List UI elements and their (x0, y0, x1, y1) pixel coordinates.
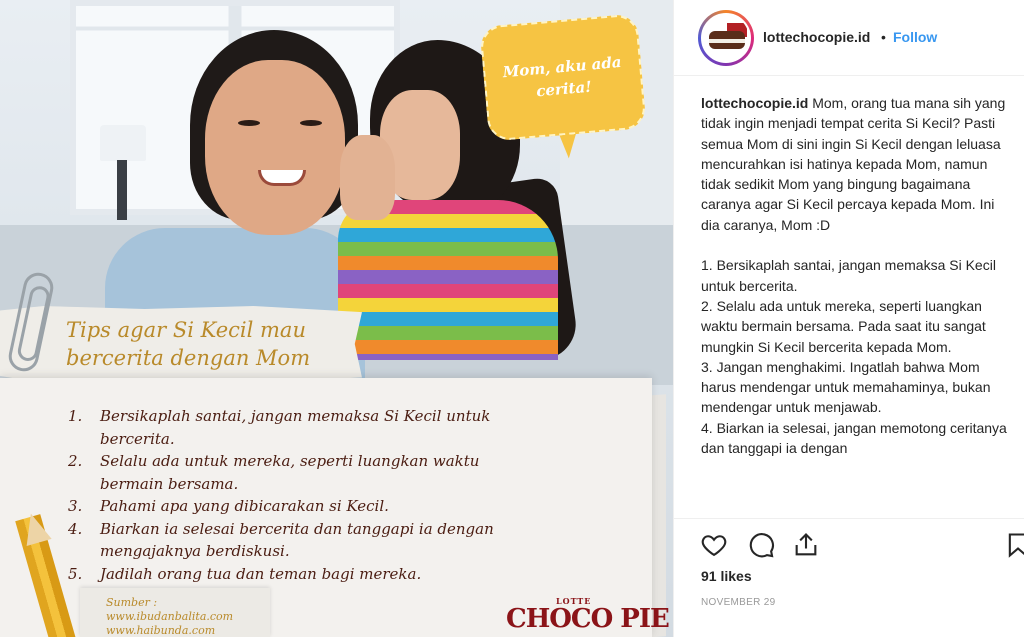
list-item: 4. Biarkan ia selesai bercerita dan tanggapi ia dengan mengajaknya berdiskusi. (68, 519, 494, 560)
source-link: www.haibunda.com (106, 624, 216, 637)
list-item: 5. Jadilah orang tua dan teman bagi mereka. (68, 564, 422, 583)
caption-text: Mom, orang tua mana sih yang tidak ingin menjadi tempat cerita Si Kecil? Pasti semua Mom di sini ingin Si Kecil dengan leluasa mencurahkan isi hatinya kepada Mom, namun tidak sedikit Mom yang bingung bagaimana caranya agar Si Kecil percaya kepada Mom. Ini dia caranya, Mom :D 1. Bersikaplah santai, jangan memaksa Si Kecil untuk bercerita. 2. Selalu ada untuk mereka, seperti luangkan waktu bermain bersama. Pada saat itu sangat mungkin Si Kecil bercerita kepada Mom. 3. Jangan menghakimi. Ingatlah bahwa Mom harus mendengar untuk memahaminya, bukan mendengar untuk menjawab. 4. Biarkan ia selesai, jangan memotong ceritanya dan tanggapi ia dengan (701, 95, 1007, 457)
avatar-cream-icon (709, 39, 745, 43)
likes-count[interactable]: 91 likes (701, 568, 752, 584)
header-username[interactable]: lottechocopie.id (763, 29, 871, 45)
follow-button[interactable]: Follow (893, 29, 938, 45)
mother-eye (300, 120, 322, 126)
source-label: Sumber : (106, 596, 158, 609)
avatar[interactable] (698, 10, 754, 66)
heart-icon[interactable] (700, 531, 728, 559)
list-item: 2. Selalu ada untuk mereka, seperti luangkan waktu bermain bersama. (68, 452, 480, 493)
bookmark-icon[interactable] (1004, 531, 1024, 559)
mother-eye (238, 120, 260, 126)
lamp-base (117, 160, 127, 220)
comment-icon[interactable] (747, 531, 775, 559)
speech-bubble (479, 13, 646, 141)
speech-bubble-text: Mom, aku ada cerita! (501, 52, 623, 100)
action-bar (674, 518, 1024, 568)
post-date: NOVEMBER 29 (701, 597, 776, 608)
list-item: 3. Pahami apa yang dibicarakan si Kecil. (68, 497, 389, 515)
girl-striped-shirt (338, 200, 558, 360)
source-link: www.ibudanbalita.com (106, 610, 234, 623)
mother-face (205, 60, 345, 235)
post-header (674, 0, 1024, 76)
avatar-image (701, 13, 751, 63)
header-separator: • (881, 29, 886, 45)
list-item: 1. Bersikaplah santai, jangan memaksa Si Kecil untuk bercerita. (68, 407, 491, 448)
share-icon[interactable] (792, 531, 820, 559)
brand-logo: CHOCO PIE (506, 604, 669, 634)
lamp-shade (100, 125, 146, 161)
post-title: Tips agar Si Kecil mau bercerita dengan Mom (66, 318, 311, 370)
caption-username[interactable]: lottechocopie.id (701, 95, 809, 111)
caption (701, 93, 1011, 515)
girl-hand (340, 135, 395, 220)
brand-lotte: LOTTE (556, 596, 592, 606)
tips-list (68, 405, 528, 585)
source-text (106, 596, 233, 637)
post-sidebar (673, 0, 1024, 637)
